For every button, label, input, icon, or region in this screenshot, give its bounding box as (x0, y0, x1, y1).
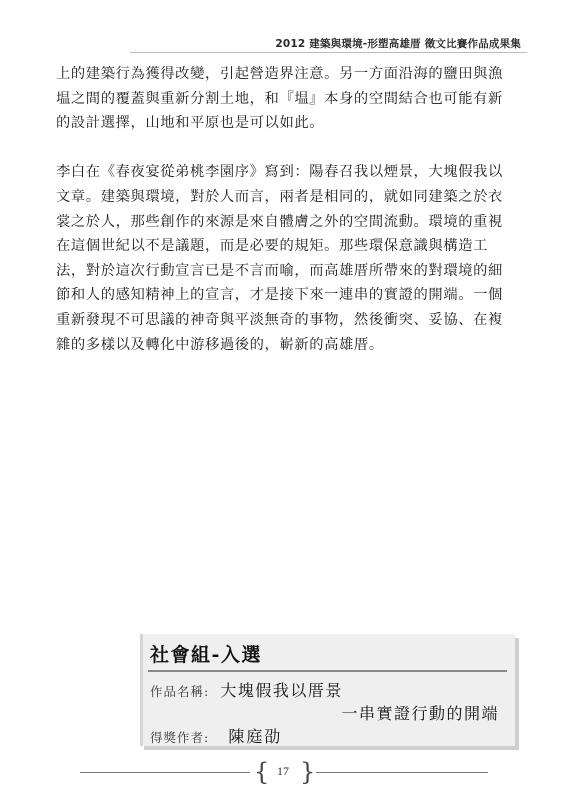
work-subtitle: 一串實證行動的開端 (341, 704, 499, 723)
author-label: 得獎作者: (150, 730, 210, 745)
award-entry-box (140, 634, 515, 746)
author-row (150, 724, 282, 747)
box-edge (140, 634, 143, 746)
header-rule (130, 52, 527, 53)
footer-rule-left (80, 772, 250, 773)
work-title-label: 作品名稱: (150, 684, 210, 699)
category-divider (148, 670, 507, 672)
work-title-row (150, 678, 343, 701)
author-name: 陳庭劭 (228, 727, 283, 746)
page-bracket-right: } (300, 758, 316, 786)
body-text (56, 62, 514, 357)
paragraph-2: 李白在《春夜宴從弟桃李園序》寫到：陽春召我以煙景，大塊假我以文章。建築與環境，對於人而言，兩者是相同的，就如同建築之於衣裳之於人，那些創作的來源是來自體膚之外的空間流動。環境的重視在這個世紀以不是議題，而是必要的規矩。那些環保意識與構造工法，對於這次行動宣言已是不言而喻，而高雄厝所帶來的對環境的細節和人的感知精神上的宣言，才是接下來一連串的實證的開端。一個重新發現不可思議的神奇與平淡無奇的事物，然後衝突、妥協、在複雜的多樣以及轉化中游移過後的，嶄新的高雄厝。 (56, 164, 503, 353)
work-title: 大塊假我以厝景 (220, 681, 343, 700)
footer-rule-right (316, 772, 488, 773)
page-bracket-left: { (254, 758, 270, 786)
paragraph-1: 上的建築行為獲得改變，引起營造界注意。另一方面沿海的鹽田與漁塭之間的覆蓋與重新分割土地，和『塭』本身的空間結合也可能有新的設計選擇，山地和平原也是可以如此。 (56, 66, 503, 132)
running-header: 2012 建築與環境-形塑高雄厝 徵文比賽作品成果集 (275, 38, 521, 50)
award-category: 社會組-入選 (150, 644, 262, 666)
page-number: 17 (277, 764, 289, 778)
